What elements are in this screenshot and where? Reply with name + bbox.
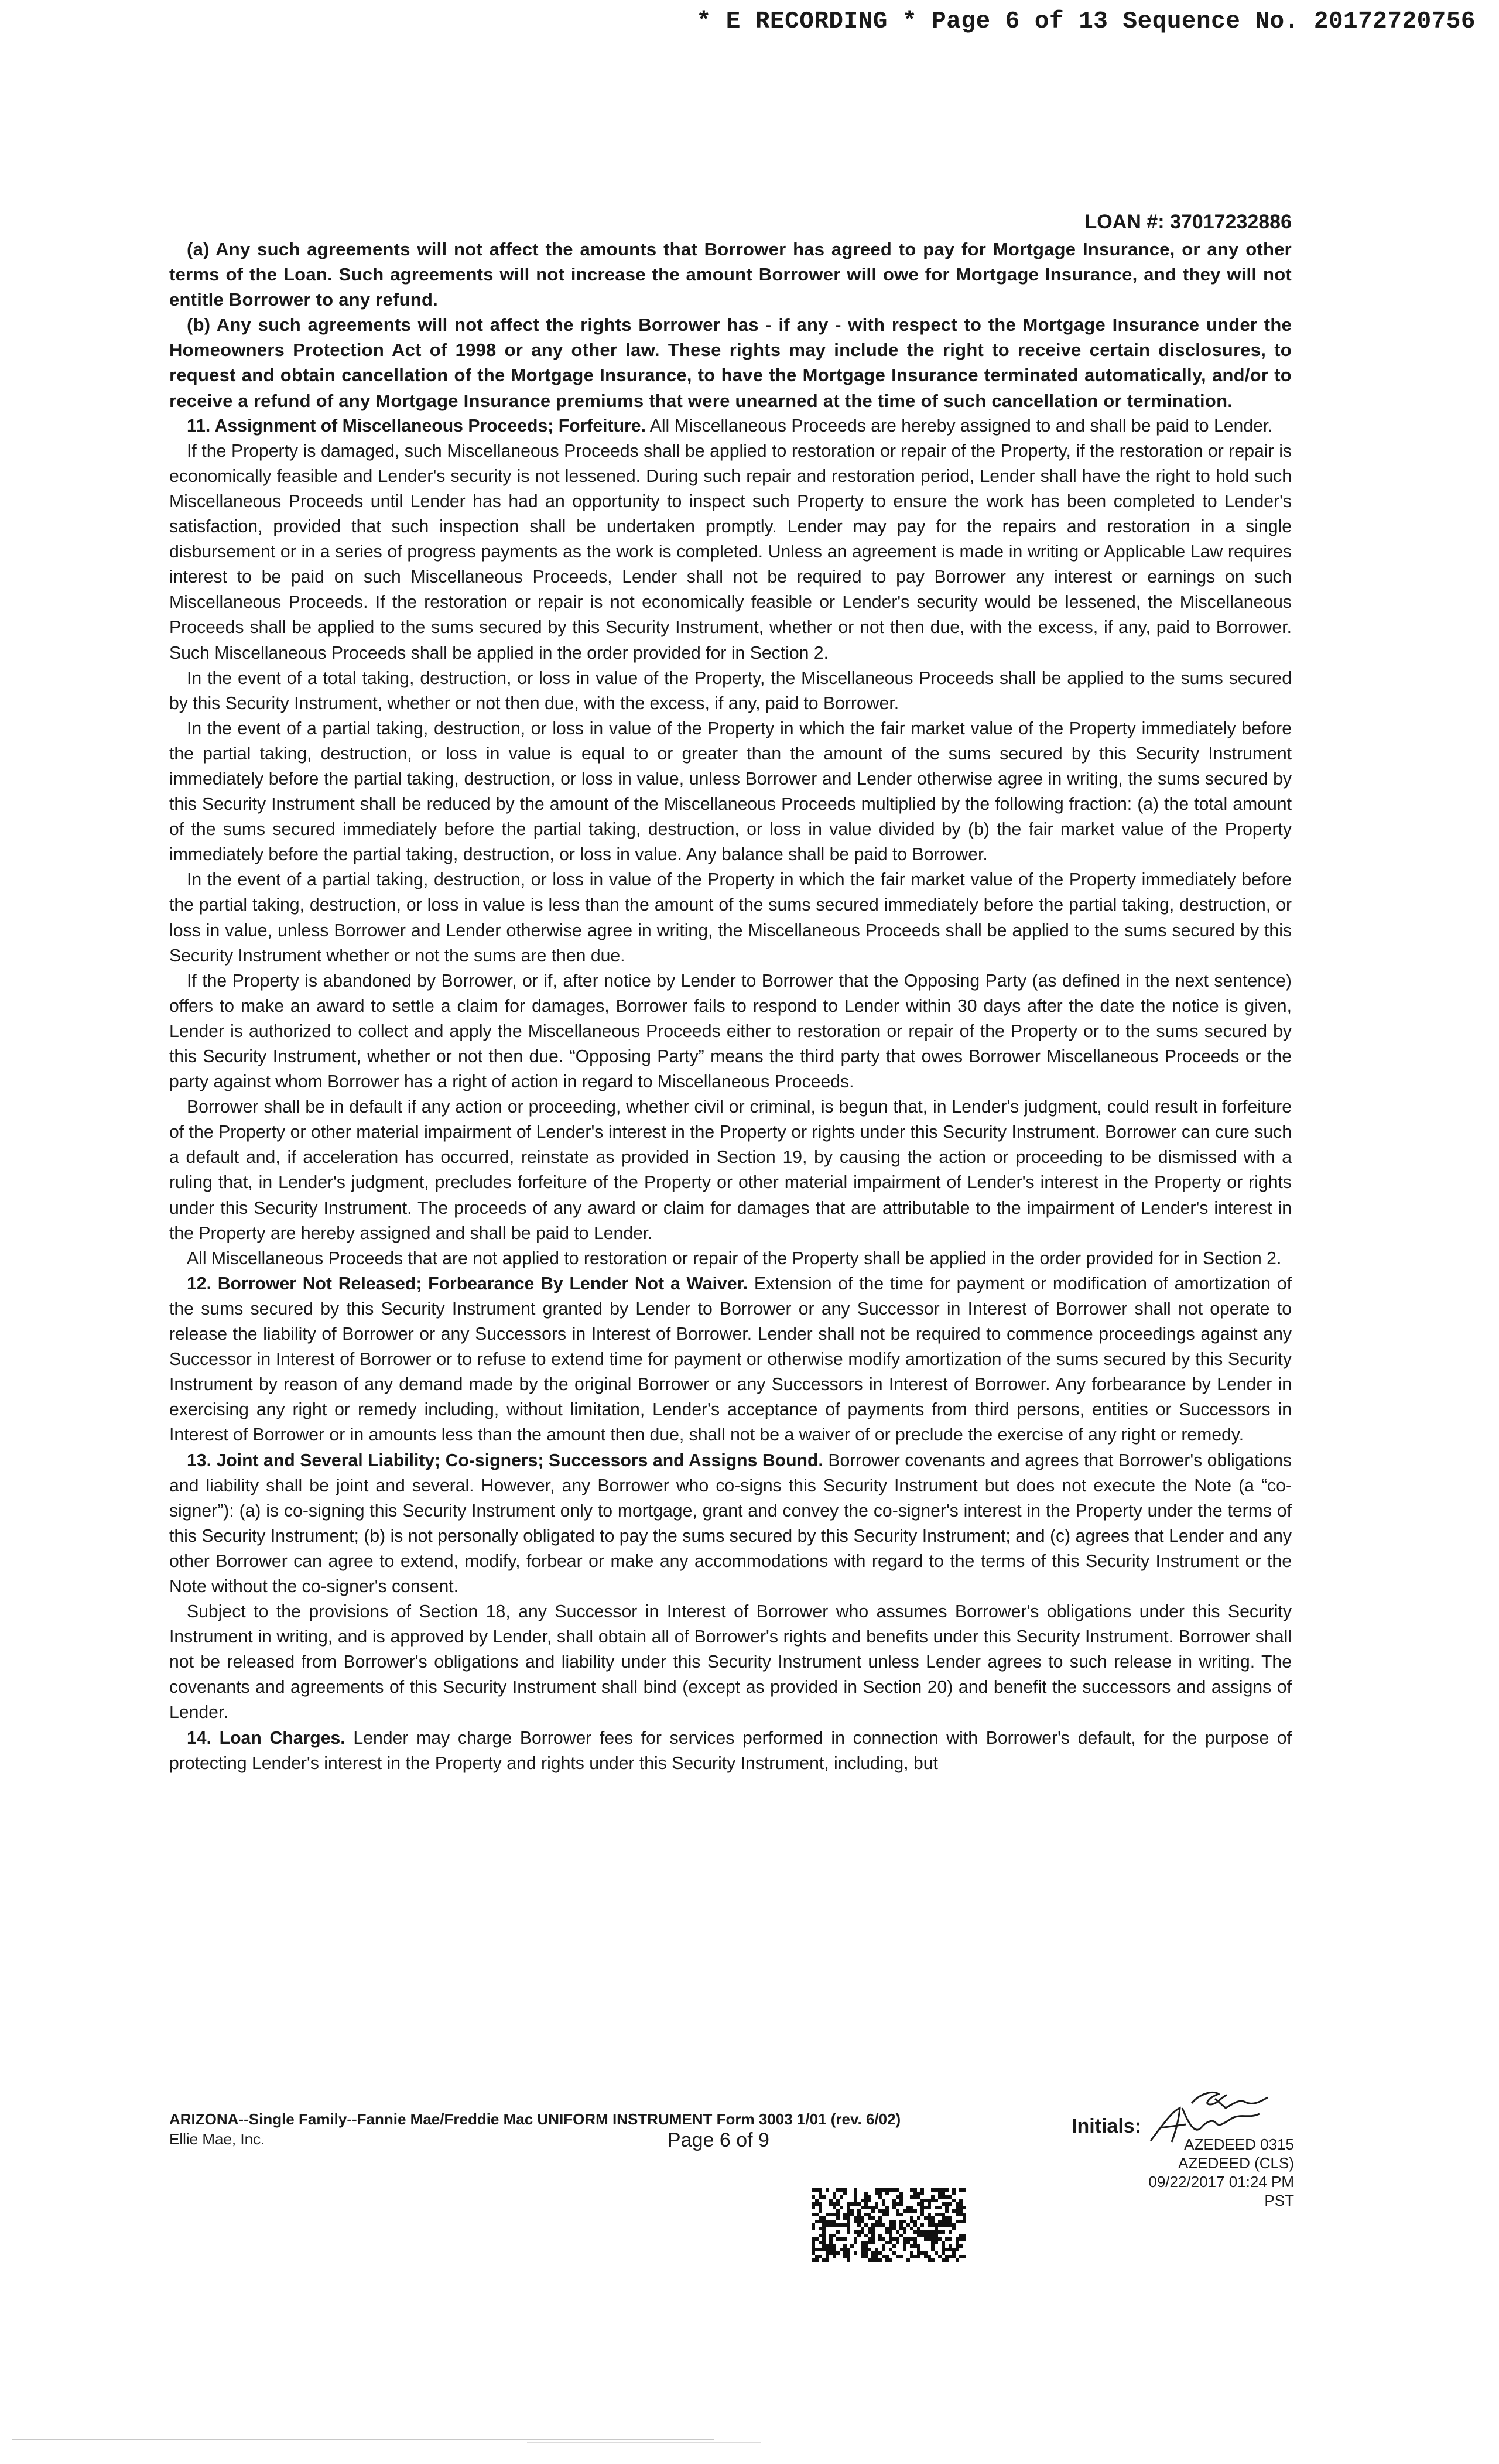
- recording-header: * E RECORDING * Page 6 of 13 Sequence No. 20172720756: [696, 8, 1476, 35]
- section-11-heading: 11. Assignment of Miscellaneous Proceeds; Forfeiture.: [187, 416, 646, 436]
- section-11-paragraph-1: If the Property is damaged, such Miscellaneous Proceeds shall be applied to restoration or repair of the Property, if the restoration or repair is economically feasible and Lender's security is not lessened. During such repair and restoration period, Lender shall have the right to hold such Miscellaneous Proceeds until Lender has had an opportunity to inspect such Property to ensure the work has been completed to Lender's satisfaction, provided that such inspection shall be undertaken promptly. Lender may pay for the repairs and restoration in a single disbursement or in a series of progress payments as the work is completed. Unless an agreement is made in writing or Applicable Law requires interest to be paid on such Miscellaneous Proceeds, Lender shall not be required to pay Borrower any interest or earnings on such Miscellaneous Proceeds. If the restoration or repair is not economically feasible or Lender's security would be lessened, the Miscellaneous Proceeds shall be applied to the sums secured by this Security Instrument, whether or not then due, with the excess, if any, paid to Borrower. Such Miscellaneous Proceeds shall be applied in the order provided for in Section 2.: [169, 441, 1292, 663]
- section-13: [169, 1448, 1292, 1600]
- section-11-intro-text: All Miscellaneous Proceeds are hereby assigned to and shall be paid to Lender.: [649, 416, 1273, 436]
- section-11-paragraph-5: If the Property is abandoned by Borrower, or if, after notice by Lender to Borrower that the Opposing Party (as defined in the next sentence) offers to make an award to settle a claim for damages, Borrower fails to respond to Lender within 30 days after the date the notice is given, Lender is authorized to collect and apply the Miscellaneous Proceeds either to restoration or repair of the Property or to the sums secured by this Security Instrument, whether or not then due. “Opposing Party” means the third party that owes Borrower Miscellaneous Proceeds or the party against whom Borrower has a right of action in regard to Miscellaneous Proceeds.: [169, 971, 1292, 1092]
- loan-label: LOAN #:: [1084, 211, 1165, 233]
- section-11-intro: [169, 413, 1292, 439]
- section-12: [169, 1271, 1292, 1448]
- section-13-paragraph-2: Subject to the provisions of Section 18, any Successor in Interest of Borrower who assumes Borrower's obligations under this Security Instrument in writing, and is approved by Lender, shall obtain all of Borrower's rights and benefits under this Security Instrument. Borrower shall not be released from Borrower's obligations and liability under this Security Instrument unless Lender agrees to such release in writing. The covenants and agreements of this Security Instrument shall bind (except as provided in Section 20) and benefit the successors and assigns of Lender.: [169, 1602, 1292, 1723]
- section-11-paragraph-6: Borrower shall be in default if any action or proceeding, whether civil or criminal, is begun that, in Lender's judgment, could result in forfeiture of the Property or other material impairment of Lender's interest in the Property or rights under this Security Instrument. Borrower can cure such a default and, if acceleration has occurred, reinstate as provided in Section 19, by causing the action or proceeding to be dismissed with a ruling that, in Lender's judgment, precludes forfeiture of the Property or other material impairment of Lender's interest in the Property or rights under this Security Instrument. The proceeds of any award or claim for damages that are attributable to the impairment of Lender's interest in the Property are hereby assigned and shall be paid to Lender.: [169, 1097, 1292, 1243]
- section-12-text: Extension of the time for payment or modification of amortization of the sums secured by this Security Instrument granted by Lender to Borrower or any Successor in Interest of Borrower shall not operate to release the liability of Borrower or any Successors in Interest of Borrower. Lender shall not be required to commence proceedings against any Successor in Interest of Borrower or to refuse to extend time for payment or otherwise modify amortization of the sums secured by this Security Instrument by reason of any demand made by the original Borrower or any Successors in Interest of Borrower. Any forbearance by Lender in exercising any right or remedy including, without limitation, Lender's acceptance of payments from third persons, entities or Successors in Interest of Borrower or in amounts less than the amount then due, shall not be a waiver of or preclude the exercise of any right or remedy.: [169, 1274, 1292, 1445]
- section-14: [169, 1726, 1292, 1776]
- paragraph-b: (b) Any such agreements will not affect the rights Borrower has - if any - with respect to the Mortgage Insurance under the Homeowners Protection Act of 1998 or any other law. These rights may include the right to receive certain disclosures, to request and obtain cancellation of the Mortgage Insurance, to have the Mortgage Insurance terminated automatically, and/or to receive a refund of any Mortgage Insurance premiums that were unearned at the time of such cancellation or termination.: [169, 314, 1292, 411]
- form-code-1: AZEDEED 0315: [1184, 2136, 1294, 2153]
- footer-vendor: Ellie Mae, Inc.: [169, 2130, 265, 2148]
- initials-block: [1072, 2085, 1294, 2209]
- form-timestamp: 09/22/2017 01:24 PM PST: [1148, 2173, 1294, 2209]
- bottom-scan-line-2: [527, 2442, 761, 2443]
- section-12-heading: 12. Borrower Not Released; Forbearance By Lender Not a Waiver.: [187, 1274, 748, 1293]
- section-13-heading: 13. Joint and Several Liability; Co-signers; Successors and Assigns Bound.: [187, 1450, 823, 1470]
- loan-number-line: [995, 211, 1292, 234]
- document-body: [169, 237, 1292, 1776]
- section-14-text: Lender may charge Borrower fees for services performed in connection with Borrower's default, for the purpose of protecting Lender's interest in the Property and rights under this Security Instrument, including, but: [169, 1728, 1292, 1773]
- form-codes: [1148, 2135, 1294, 2210]
- section-11-paragraph-2: In the event of a total taking, destruction, or loss in value of the Property, the Miscellaneous Proceeds shall be applied to the sums secured by this Security Instrument, whether or not then due, with the excess, if any, paid to Borrower.: [169, 668, 1292, 713]
- section-13-text: Borrower covenants and agrees that Borrower's obligations and liability shall be joint and several. However, any Borrower who co-signs this Security Instrument but does not execute the Note (a “co-signer”): (a) is co-signing this Security Instrument only to mortgage, grant and convey the co-signer's interest in the Property under the terms of this Security Instrument; (b) is not personally obligated to pay the sums secured by this Security Instrument; and (c) agrees that Lender and any other Borrower can agree to extend, modify, forbear or make any accommodations with regard to the terms of this Security Instrument or the Note without the co-signer's consent.: [169, 1450, 1292, 1596]
- section-11-paragraph-4: In the event of a partial taking, destruction, or loss in value of the Property in which the fair market value of the Property immediately before the partial taking, destruction, or loss in value is less than the amount of the sums secured immediately before the partial taking, destruction, or loss in value, unless Borrower and Lender otherwise agree in writing, the Miscellaneous Proceeds shall be applied to the sums secured by this Security Instrument whether or not the sums are then due.: [169, 870, 1292, 966]
- loan-number: 37017232886: [1169, 211, 1292, 233]
- paragraph-a: (a) Any such agreements will not affect the amounts that Borrower has agreed to pay for Mortgage Insurance, or any other terms of the Loan. Such agreements will not increase the amount Borrower will owe for Mortgage Insurance, and they will not entitle Borrower to any refund.: [169, 239, 1292, 310]
- bottom-scan-line: [12, 2439, 714, 2440]
- footer-page-number: Page 6 of 9: [668, 2129, 769, 2151]
- section-11-paragraph-7: All Miscellaneous Proceeds that are not applied to restoration or repair of the Property shall be applied in the order provided for in Section 2.: [187, 1248, 1282, 1268]
- 2d-barcode: [812, 2188, 968, 2264]
- initials-label: Initials:: [1072, 2115, 1142, 2137]
- footer-form-info: [169, 2109, 901, 2149]
- section-14-heading: 14. Loan Charges.: [187, 1728, 345, 1748]
- form-code-2: AZEDEED (CLS): [1178, 2154, 1294, 2172]
- section-11-paragraph-3: In the event of a partial taking, destruction, or loss in value of the Property in which the fair market value of the Property immediately before the partial taking, destruction, or loss in value is equal to or greater than the amount of the sums secured by this Security Instrument immediately before the partial taking, destruction, or loss in value, unless Borrower and Lender otherwise agree in writing, the sums secured by this Security Instrument shall be reduced by the amount of the Miscellaneous Proceeds multiplied by the following fraction: (a) the total amount of the sums secured immediately before the partial taking, destruction, or loss in value divided by (b) the fair market value of the Property immediately before the partial taking, destruction, or loss in value. Any balance shall be paid to Borrower.: [169, 718, 1292, 865]
- footer-form-line: ARIZONA--Single Family--Fannie Mae/Freddie Mac UNIFORM INSTRUMENT Form 3003 1/01 (rev. 6/02): [169, 2110, 901, 2128]
